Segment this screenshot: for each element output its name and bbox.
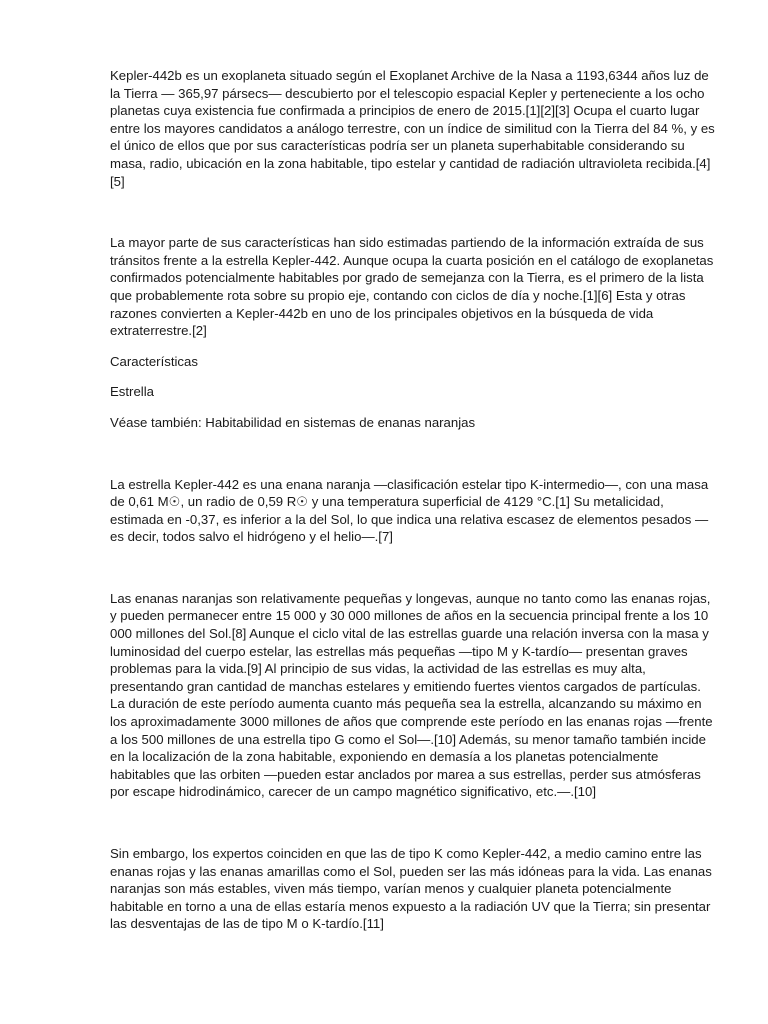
section-heading-estrella: Estrella <box>110 384 154 400</box>
paragraph-spacer <box>110 190 716 234</box>
paragraph-orange-dwarfs: Las enanas naranjas son relativamente pequeñas y longevas, aunque no tanto como las enanas rojas, y pueden permanecer entre 15 000 y 30 000 millones de años en la secuencia principal frente a los 10 000 millones del Sol.[8] Aunque el ciclo vital de las estrellas guarde una relación inversa con la masa y luminosidad del cuerpo estelar, las estrellas más pequeñas —tipo M y K-tardío— presentan graves problemas para la vida.[9] Al principio de sus vidas, la actividad de las estrellas es muy alta, presentando gran cantidad de manchas estelares y emitiendo fuertes vientos cargados de partículas. La duración de este período aumenta cuanto más pequeña sea la estrella, alcanzando su máximo en los aproximadamente 3000 millones de años que comprende este período en las enanas rojas —frente a los 500 millones de una estrella tipo G como el Sol—.[10] Además, su menor tamaño también incide en la localización de la zona habitable, exponiendo en demasía a los planetas potencialmente habitables que las orbiten —pueden estar anclados por marea a sus estrellas, perder sus atmósferas por escape hidrodinámico, carecer de un campo magnético significativo, etc.—.[10] <box>110 590 713 800</box>
paragraph-star-description: La estrella Kepler-442 es una enana naranja —clasificación estelar tipo K-intermedio—, con una masa de 0,61 M☉, un radio de 0,59 R☉ y una temperatura superficial de 4129 °C.[1] Su metalicidad, estimada en -0,37, es inferior a la del Sol, lo que indica una relativa escasez de elementos pesados —es decir, todos salvo el hidrógeno y el helio—.[7] <box>110 476 709 545</box>
paragraph-spacer <box>110 801 716 845</box>
paragraph-intro: Kepler-442b es un exoplaneta situado según el Exoplanet Archive de la Nasa a 1193,6344 años luz de la Tierra — 365,97 pársecs— descubierto por el telescopio espacial Kepler y perteneciente a los ocho planetas cuya existencia fue confirmada a principios de enero de 2015.[1][2][3] Ocupa el cuarto lugar entre los mayores candidatos a análogo terrestre, con un índice de similitud con la Tierra del 84 %, y es el único de ellos que por sus características podría ser un planeta superhabitable considerando su masa, radio, ubicación en la zona habitable, tipo estelar y cantidad de radiación ultravioleta recibida.[4][5] <box>110 68 715 189</box>
paragraph-spacer <box>110 432 716 476</box>
paragraph-spacer <box>110 370 716 383</box>
paragraph-characteristics-summary: La mayor parte de sus características han sido estimadas partiendo de la información extraída de sus tránsitos frente a la estrella Kepler-442. Aunque ocupa la cuarta posición en el catálogo de exoplanetas confirmados potencialmente habitables por grado de semejanza con la Tierra, es el primero de la lista que probablemente rota sobre su propio eje, contando con ciclos de día y noche.[1][6] Esta y otras razones convierten a Kepler-442b en uno de los principales objetivos en la búsqueda de vida extraterrestre.[2] <box>110 235 714 339</box>
paragraph-spacer <box>110 546 716 590</box>
paragraph-spacer <box>110 340 716 353</box>
document-body <box>110 67 716 933</box>
paragraph-k-type-suitability: Sin embargo, los expertos coinciden en que las de tipo K como Kepler-442, a medio camino entre las enanas rojas y las enanas amarillas como el Sol, pueden ser las más idóneas para la vida. Las enanas naranjas son más estables, viven más tiempo, varían menos y cualquier planeta potencialmente habitable en torno a una de ellas estaría menos expuesto a la radiación UV que la Tierra; sin presentar las desventajas de las de tipo M o K-tardío.[11] <box>110 846 712 932</box>
see-also-note: Véase también: Habitabilidad en sistemas de enanas naranjas <box>110 414 476 430</box>
section-heading-caracteristicas: Características <box>110 353 198 369</box>
paragraph-spacer <box>110 401 716 414</box>
